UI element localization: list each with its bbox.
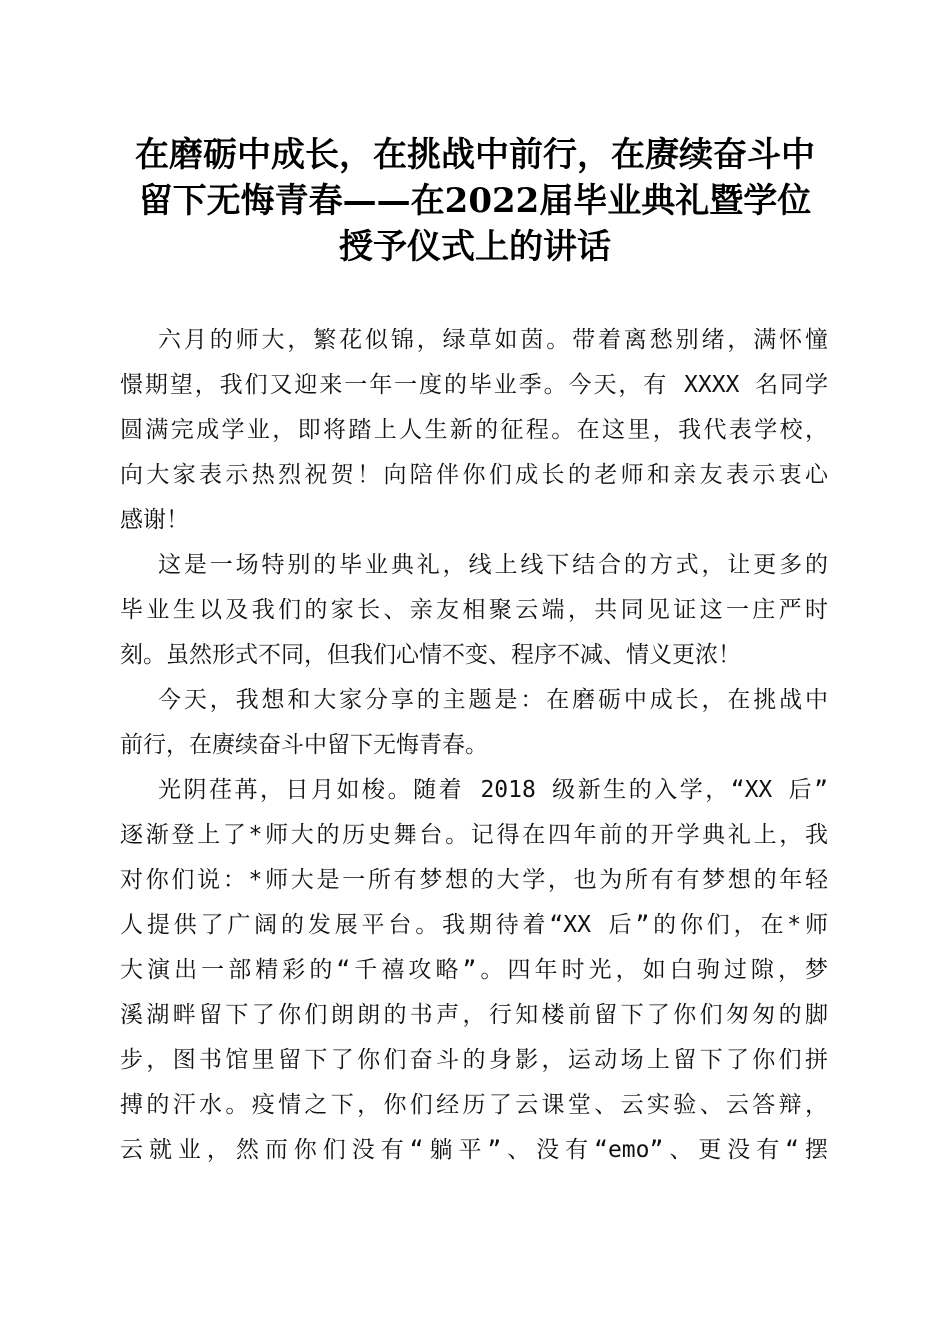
- text-line: 向大家表示热烈祝贺！向陪伴你们成长的老师和亲友表示衷心: [120, 462, 828, 488]
- text-line: 人提供了广阔的发展平台。我期待着“XX 后”的你们，在*师: [120, 912, 828, 938]
- text-line: 光阴荏苒，日月如梭。随着 2018 级新生的入学，“XX 后”: [158, 777, 828, 803]
- title-line: 在磨砺中成长，在挑战中前行，在赓续奋斗中: [135, 135, 815, 175]
- paragraph-ceremony: [120, 543, 828, 678]
- paragraph-opening: [120, 318, 828, 543]
- text-line: 六月的师大，繁花似锦，绿草如茵。带着离愁别绪，满怀憧: [158, 327, 828, 353]
- paragraph-theme: [120, 678, 828, 768]
- document-body: [120, 318, 828, 1173]
- text-line: 刻。虽然形式不同，但我们心情不变、程序不减、情义更浓！: [120, 642, 741, 668]
- document-title: [110, 132, 840, 270]
- text-line: 搏的汗水。疫情之下，你们经历了云课堂、云实验、云答辩，: [120, 1092, 828, 1118]
- text-line: 步，图书馆里留下了你们奋斗的身影，运动场上留下了你们拼: [120, 1047, 828, 1073]
- text-line: 憬期望，我们又迎来一年一度的毕业季。今天，有 XXXX 名同学: [120, 372, 828, 398]
- text-line: 圆满完成学业，即将踏上人生新的征程。在这里，我代表学校，: [120, 417, 828, 443]
- text-line: 感谢！: [120, 507, 189, 533]
- title-line: 授予仪式上的讲话: [339, 227, 611, 267]
- text-line: 今天，我想和大家分享的主题是：在磨砺中成长，在挑战中: [158, 687, 828, 713]
- text-line: 大演出一部精彩的“千禧攻略”。四年时光，如白驹过隙，梦: [120, 957, 828, 983]
- text-line: 毕业生以及我们的家长、亲友相聚云端，共同见证这一庄严时: [120, 597, 828, 623]
- text-line: 逐渐登上了*师大的历史舞台。记得在四年前的开学典礼上，我: [120, 822, 828, 848]
- text-line: 云就业，然而你们没有“躺平”、没有“emo”、更没有“摆: [120, 1137, 828, 1163]
- title-line: 留下无悔青春——在2022届毕业典礼暨学位: [138, 181, 812, 221]
- text-line: 对你们说：*师大是一所有梦想的大学，也为所有有梦想的年轻: [120, 867, 828, 893]
- paragraph-memories: [120, 768, 828, 1173]
- text-line: 溪湖畔留下了你们朗朗的书声，行知楼前留下了你们匆匆的脚: [120, 1002, 828, 1028]
- text-line: 这是一场特别的毕业典礼，线上线下结合的方式，让更多的: [158, 552, 828, 578]
- text-line: 前行，在赓续奋斗中留下无悔青春。: [120, 732, 488, 758]
